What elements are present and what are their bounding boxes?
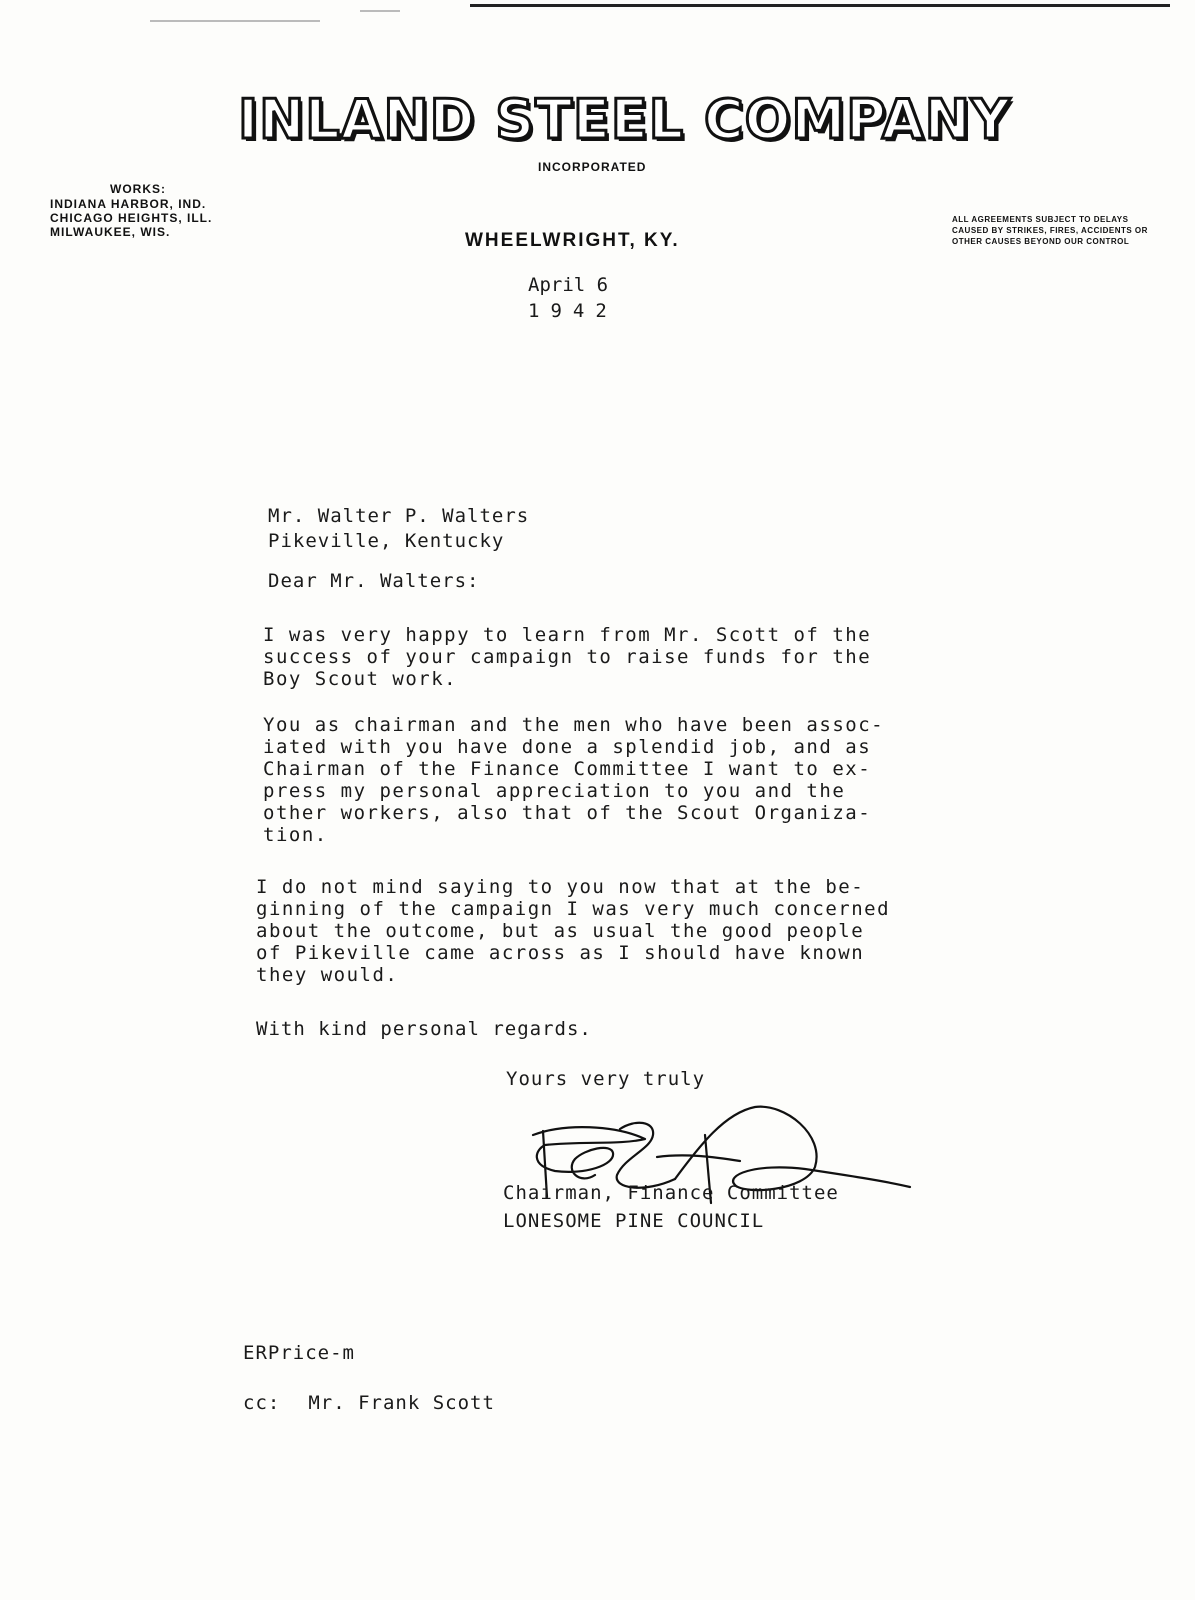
company-name: INLAND STEEL COMPANY: [238, 88, 1011, 151]
date-month-day: April 6: [528, 274, 609, 296]
notice-line: ALL AGREEMENTS SUBJECT TO DELAYS: [952, 215, 1129, 224]
paragraph-3: [256, 876, 956, 986]
cc-label: cc:: [243, 1392, 281, 1414]
salutation: Dear Mr. Walters:: [268, 570, 480, 592]
paragraph-line: success of your campaign to raise funds for the: [263, 646, 872, 668]
complimentary-close: Yours very truly: [506, 1068, 706, 1090]
paragraph-2: [263, 714, 963, 846]
paragraph-line: You as chairman and the men who have been assoc-: [263, 714, 885, 736]
top-edge-line: [470, 4, 1170, 7]
agreements-notice: [952, 214, 1162, 247]
works-title: WORKS:: [110, 182, 166, 196]
cc-name: Mr. Frank Scott: [308, 1392, 495, 1414]
paragraph-line: Boy Scout work.: [263, 668, 458, 690]
paragraph-line: I do not mind saying to you now that at the be-: [256, 876, 865, 898]
recipient-address: [268, 504, 529, 554]
works-location: CHICAGO HEIGHTS, ILL.: [50, 211, 213, 225]
closing-line: With kind personal regards.: [256, 1018, 592, 1040]
paragraph-line: about the outcome, but as usual the good people: [256, 920, 865, 942]
paragraph-line: they would.: [256, 964, 399, 986]
carbon-copy: [243, 1392, 495, 1414]
paragraph-line: tion.: [263, 824, 328, 846]
scan-smudge: [150, 20, 320, 22]
reference-initials: ERPrice-m: [243, 1342, 355, 1364]
signer-organization: LONESOME PINE COUNCIL: [503, 1210, 765, 1232]
recipient-name: Mr. Walter P. Walters: [268, 505, 530, 527]
works-list: [50, 197, 212, 239]
date-year: 1942: [528, 300, 618, 322]
paragraph-line: I was very happy to learn from Mr. Scott of the: [263, 624, 872, 646]
paragraph-line: press my personal appreciation to you and the: [263, 780, 846, 802]
scan-smudge: [360, 10, 400, 12]
paragraph-line: of Pikeville came across as I should have known: [256, 942, 865, 964]
letter-date: [528, 272, 618, 324]
recipient-city: Pikeville, Kentucky: [268, 530, 505, 552]
paragraph-line: Chairman of the Finance Committee I want to ex-: [263, 758, 872, 780]
paragraph-line: other workers, also that of the Scout Organiza-: [263, 802, 872, 824]
works-location: INDIANA HARBOR, IND.: [50, 197, 207, 211]
incorporated-label: INCORPORATED: [538, 160, 647, 174]
works-location: MILWAUKEE, WIS.: [50, 225, 171, 239]
notice-line: CAUSED BY STRIKES, FIRES, ACCIDENTS OR: [952, 226, 1148, 235]
paragraph-line: ginning of the campaign I was very much concerned: [256, 898, 891, 920]
notice-line: OTHER CAUSES BEYOND OUR CONTROL: [952, 237, 1130, 246]
letterhead-location: WHEELWRIGHT, KY.: [465, 230, 680, 251]
signer-title: Chairman, Finance Committee: [503, 1182, 839, 1204]
paragraph-line: iated with you have done a splendid job, and as: [263, 736, 872, 758]
paragraph-1: [263, 624, 963, 690]
